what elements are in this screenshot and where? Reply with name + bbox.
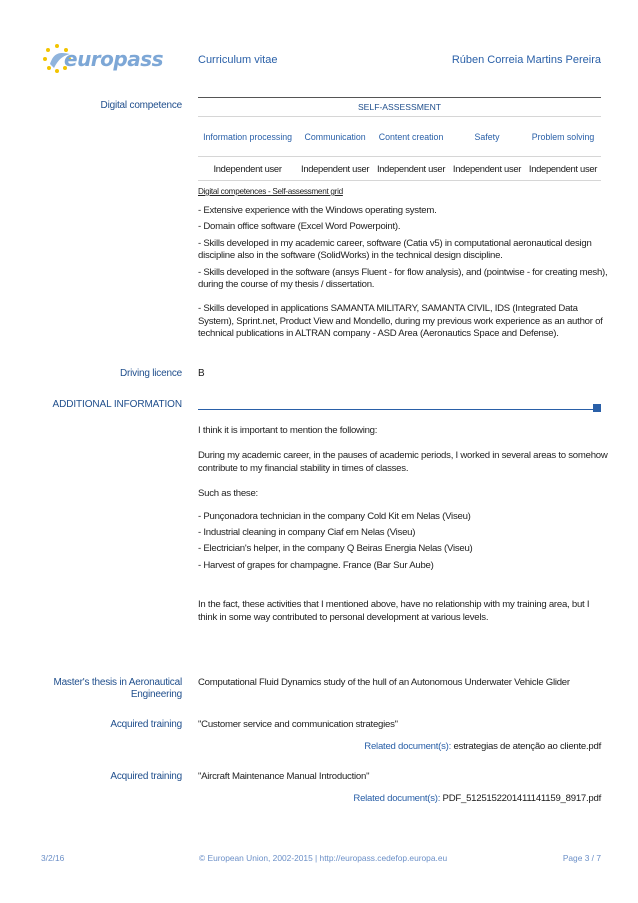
additional-information-content xyxy=(198,425,608,624)
digital-skill-item: - Skills developed in my academic career, software (Catia v5) in computational aeronautical design discipline also in the software (SolidWorks) in the technical design discipline. xyxy=(198,237,592,262)
footer-copyright[interactable]: © European Union, 2002-2015 | http://europass.cedefop.europa.eu xyxy=(199,853,448,863)
level-cell: Independent user xyxy=(525,157,601,181)
related-document-link[interactable]: estrategias de atenção ao cliente.pdf xyxy=(453,741,601,752)
column-header: Problem solving xyxy=(525,117,601,157)
column-header: Information processing xyxy=(198,117,297,157)
acquired-training-label: Acquired training xyxy=(110,771,182,782)
thesis-value: Computational Fluid Dynamics study of the hull of an Autonomous Underwater Vehicle Glider xyxy=(198,677,570,688)
digital-skill-item: - Skills developed in applications SAMANTA MILITARY, SAMANTA CIVIL, IDS (Integrated Data System), Sprint.net, Product View and Mondello, during my previous work experience as an author of technical publications in ALTRAN company - ASD Area (Aeronautics Space and Defense). xyxy=(198,303,603,340)
related-documents-label: Related document(s): xyxy=(364,741,452,752)
driving-licence-label: Driving licence xyxy=(119,368,182,379)
digital-competence-label: Digital competence xyxy=(100,100,182,111)
self-assessment-table xyxy=(198,97,601,181)
europass-logo xyxy=(40,40,164,76)
column-header: Content creation xyxy=(373,117,449,157)
job-item: - Harvest of grapes for champagne. France (Bar Sur Aube) xyxy=(198,559,434,571)
job-item: - Electrician's helper, in the company Q Beiras Energia Nelas (Viseu) xyxy=(198,543,473,555)
level-cell: Independent user xyxy=(449,157,525,181)
related-document-link[interactable]: PDF_5125152201411141159_8917.pdf xyxy=(442,793,601,804)
self-assessment-title: SELF-ASSESSMENT xyxy=(198,98,601,117)
acquired-training-label: Acquired training xyxy=(110,719,182,730)
digital-skills-list xyxy=(198,205,608,341)
level-cell: Independent user xyxy=(198,157,297,181)
digital-skill-item: - Skills developed in the software (ansys Fluent - for flow analysis), and (pointwise - for creating mesh), during the course of my thesis / dissertation. xyxy=(198,266,608,291)
level-cell: Independent user xyxy=(373,157,449,181)
additional-closing: In the fact, these activities that I mentioned above, have no relationship with my training area, but I think in some way contributed to personal development at various levels. xyxy=(198,599,590,623)
related-documents xyxy=(353,793,601,804)
self-assessment-grid-link[interactable]: Digital competences - Self-assessment grid xyxy=(198,187,343,196)
column-header: Safety xyxy=(449,117,525,157)
thesis-label-line: Engineering xyxy=(130,689,182,701)
job-item: - Punçonadora technician in the company Cold Kit em Nelas (Viseu) xyxy=(198,510,471,522)
thesis-label xyxy=(53,677,182,702)
additional-information-label: ADDITIONAL INFORMATION xyxy=(52,399,182,410)
person-name: Rúben Correia Martins Pereira xyxy=(451,54,601,66)
related-documents-label: Related document(s): xyxy=(353,793,441,804)
job-item: - Industrial cleaning in company Ciaf em Nelas (Viseu) xyxy=(198,527,416,539)
logo-text: europass xyxy=(64,47,164,71)
footer-page-number: Page 3 / 7 xyxy=(562,853,601,863)
additional-intro: I think it is important to mention the following: xyxy=(198,425,378,436)
footer-date: 3/2/16 xyxy=(41,853,65,863)
additional-such: Such as these: xyxy=(198,488,258,500)
digital-skill-item: - Extensive experience with the Windows operating system. xyxy=(198,205,437,216)
section-divider xyxy=(198,409,593,410)
self-assessment-header-row xyxy=(198,117,601,157)
driving-licence-value: B xyxy=(198,368,205,379)
related-documents xyxy=(364,741,601,752)
section-divider-marker xyxy=(593,404,601,412)
training-title: "Aircraft Maintenance Manual Introduction" xyxy=(198,771,370,782)
additional-paragraph: During my academic career, in the pauses of academic periods, I worked in several areas to somehow contribute to my financial stability in times of classes. xyxy=(198,450,608,474)
self-assessment-level-row xyxy=(198,157,601,181)
training-title: "Customer service and communication strategies" xyxy=(198,719,398,730)
thesis-label-line: Master's thesis in Aeronautical xyxy=(53,677,182,688)
cv-title: Curriculum vitae xyxy=(198,54,278,66)
column-header: Communication xyxy=(297,117,373,157)
level-cell: Independent user xyxy=(297,157,373,181)
digital-skill-item: - Domain office software (Excel Word Powerpoint). xyxy=(198,221,401,233)
